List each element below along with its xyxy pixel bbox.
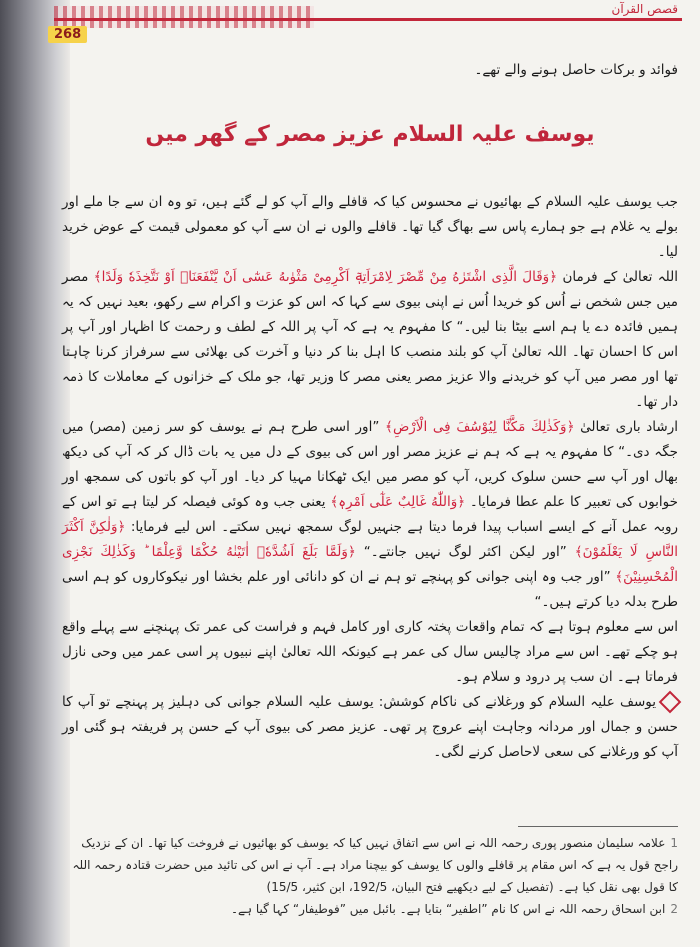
paragraph-text: یعنی جب وہ کوئی فیصلہ کر لیتا ہے تو اس کے روبہ عمل آنے کے ایسے اسباب پیدا فرما دیتا ہے جنہیں لوگ سمجھ نہیں سکتے۔ اس لیے فرمایا:	[62, 494, 678, 535]
section-marker-icon	[659, 691, 682, 714]
footnote-number: 2	[670, 902, 678, 916]
header-ornament	[54, 6, 314, 28]
quran-verse: ﴿وَقَالَ الَّذِی اشْتَرٰهُ مِنْ مِّصْرَ لِامْرَاَتِهٖٓ اَكْرِمِیْ مَثْوٰىهُ عَسٰٓى اَنْ یَّنْفَعَنَاۤ اَوْ نَتَّخِذَهٗ وَلَدًا﴾	[93, 269, 558, 285]
quran-verse: ﴿وَاللّٰهُ غَالِبٌ عَلٰٓى اَمْرِهٖ﴾	[330, 494, 466, 510]
paragraph	[62, 615, 678, 690]
book-page	[40, 0, 700, 947]
quran-verse: ﴿وَلَمَّا بَلَغَ اَشُدَّهٗۤ اٰتَیْنٰهُ حُكْمًا وَّعِلْمًا ؕ وَكَذٰلِكَ نَجْزِی الْمُحْسِنِیْنَ﴾	[62, 544, 678, 585]
page-number: 268	[48, 26, 87, 43]
body-text	[62, 190, 678, 765]
paragraph	[62, 690, 678, 765]
paragraph-text: مصر میں جس شخص نے اُس کو خریدا اُس نے اپنی بیوی سے کہا کہ اس کو عزت و اکرام سے رکھو، بعید نہیں کہ یہ ہمیں فائدہ دے یا ہم اسے بیٹا بنا لیں۔“ کا مفہوم یہ ہے کہ آپ پر اللہ کے لطف و رحمت کا اظہار اور آپ پر اس کا احسان تھا۔ اللہ تعالیٰ آپ کو بلند منصب کا اہل بنا کر دنیا و آخرت کی بھلائی سے سرفراز کرنا چاہتا تھا اور مصر میں آپ کو خریدنے والا عزیز مصر یعنی مصر کا وزیر تھا، جو ملک کے خزانوں کے معاملات کا ذمہ دار تھا۔	[62, 269, 678, 410]
footnote	[62, 832, 678, 898]
paragraph	[62, 190, 678, 265]
paragraph	[62, 265, 678, 415]
quran-verse: ﴿وَلٰكِنَّ اَكْثَرَ النَّاسِ لَا یَعْلَمُوْنَ﴾	[62, 519, 679, 560]
running-title: قصص القرآن	[611, 2, 678, 16]
footnote-text: علامہ سلیمان منصور پوری رحمہ اللہ نے اس سے اتفاق نہیں کیا کہ یوسف کو بھائیوں نے فروخت کیا تھا۔ ان کے نزدیک راجح قول یہ ہے کہ اس مقام پر قافلے والوں کا یوسف کو بیچنا مراد ہے۔ آپ نے اس کی تائید میں حضرت قتادہ رحمہ اللہ کا قول بھی نقل کیا ہے۔ (تفصیل کے لیے دیکھیے فتح البیان، 192/5، ابن کثیر، 15/5)	[72, 836, 678, 894]
footnote-number: 1	[670, 836, 678, 850]
footnotes	[62, 832, 678, 920]
paragraph-text: اس سے معلوم ہوتا ہے کہ تمام واقعات پختہ کاری اور کامل فہم و فراست کی عمر تک پہنچنے سے پہلے واقع ہو چکے تھے۔ اس سے مراد چالیس سال کی عمر ہے کیونکہ اللہ تعالیٰ اپنے نبیوں پر اسی عمر میں وحی نازل فرماتا ہے۔ ان سب پر درود و سلام ہو۔	[62, 619, 678, 685]
paragraph-text: یوسف علیہ السلام جوانی کی دہلیز پر پہنچے تو آپ کا حسن و جمال اور مردانہ وجاہت اپنے عروج پر تھی۔ عزیز مصر کی بیوی آپ کے حسن پر فریفتہ ہو گئی اور آپ کو ورغلانے کی سعی لاحاصل کرنے لگی۔	[62, 694, 678, 760]
footnote-text: ابن اسحاق رحمہ اللہ نے اس کا نام ”اطفیر“ بتایا ہے۔ بائبل میں ”فوطیفار“ کہا گیا ہے۔	[230, 902, 666, 916]
paragraph-text: ”اور اسی طرح ہم نے یوسف کو سر زمین (مصر) میں جگہ دی۔“ کا مفہوم یہ ہے کہ ہم نے عزیز مصر اور اس کی بیوی کے دل میں یہ بات ڈال کر کہ آپ کی دیکھ بھال اور آپ سے حسن سلوک کریں، آپ کو مصر میں ایک ٹھکانا مہیا کر دیا۔ اور آپ کو باتوں کی سمجھ اور خوابوں کی تعبیر کا علم عطا فرمایا۔	[62, 419, 679, 510]
paragraph-text: یوسف علیہ السلام کو ورغلانے کی ناکام کوشش:	[373, 694, 656, 710]
paragraph-text: ”اور جب وہ اپنی جوانی کو پہنچے تو ہم نے ان کو دانائی اور علم بخشا اور نیکوکاروں کو ہم اسی طرح بدلہ دیا کرتے ہیں۔“	[62, 569, 678, 610]
paragraph-text: جب یوسف علیہ السلام کے بھائیوں نے محسوس کیا کہ قافلے والے آپ کو لے گئے ہیں، تو وہ ان سے جا ملے اور بولے یہ	[62, 194, 678, 235]
paragraph-text: غلام ہے جو ہمارے پاس سے بھاگ گیا تھا۔ قافلے والوں نے ان سے آپ کو معمولی قیمت کے عوض خرید لیا۔	[62, 219, 678, 260]
footnote	[62, 898, 678, 920]
section-heading: یوسف علیہ السلام عزیز مصر کے گھر میں	[145, 122, 595, 147]
intro-line: فوائد و برکات حاصل ہونے والے تھے۔	[474, 62, 678, 78]
paragraph-text: ”اور لیکن اکثر لوگ نہیں جانتے۔“	[355, 544, 575, 560]
paragraph-text: اللہ تعالیٰ کے فرمان	[557, 269, 678, 285]
footnote-rule	[518, 826, 678, 827]
paragraph	[62, 415, 678, 615]
paragraph-text: ارشاد باری تعالیٰ	[574, 419, 678, 435]
header-rule	[54, 18, 682, 21]
quran-verse: ﴿وَكَذٰلِكَ مَكَّنَّا لِیُوْسُفَ فِی الْاَرْضِ﴾	[385, 419, 575, 435]
